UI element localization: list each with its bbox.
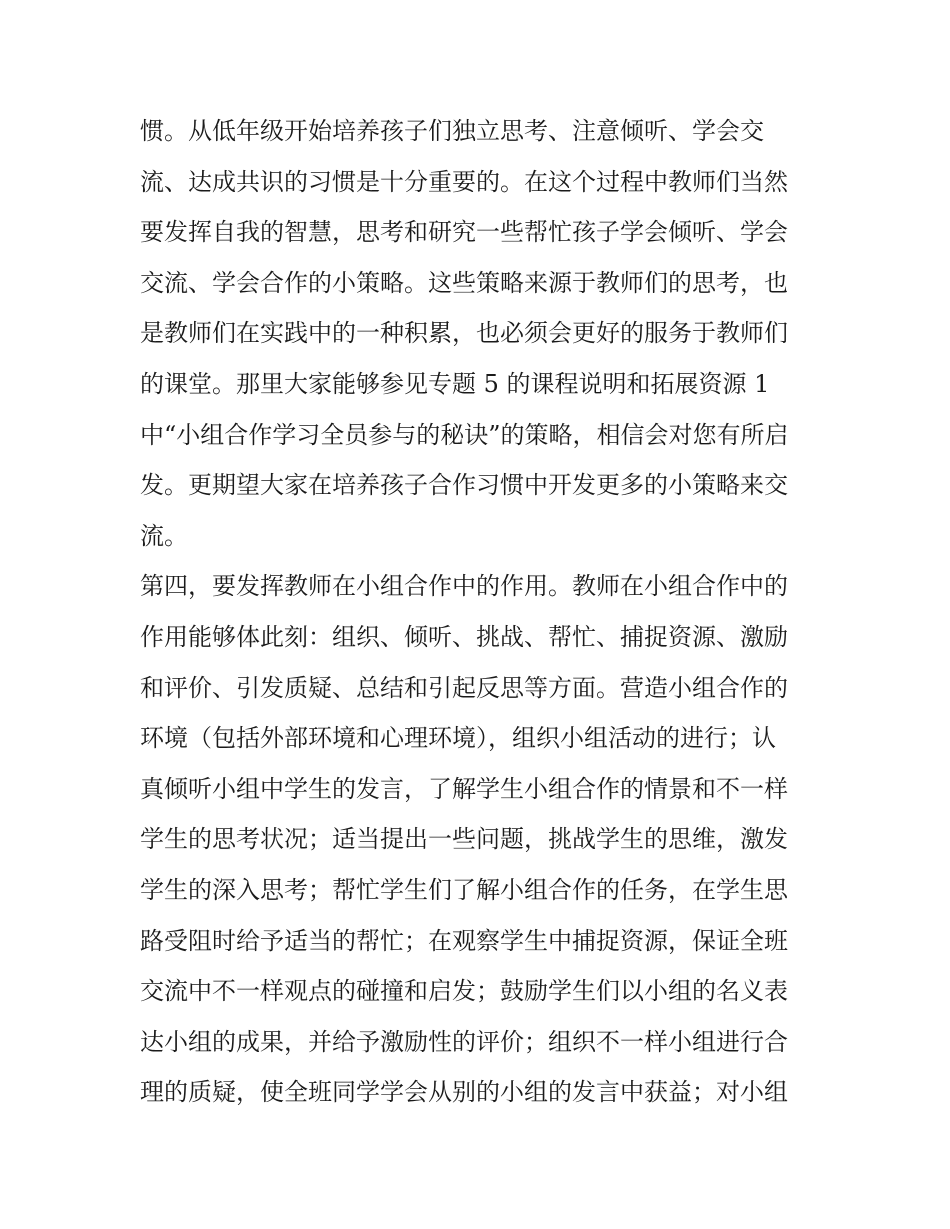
text-line: 环境（包括外部环境和心理环境），组织小组活动的进行；认 [140, 724, 776, 753]
text-line: 交流、学会合作的小策略。这些策略来源于教师们的思考，也 [140, 268, 788, 297]
text-line: 发。更期望大家在培养孩子合作习惯中开发更多的小策略来交 [140, 471, 788, 500]
text-line: 交流中不一样观点的碰撞和启发；鼓励学生们以小组的名义表 [140, 977, 788, 1006]
text-line: 学生的思考状况；适当提出一些问题，挑战学生的思维，激发 [140, 825, 788, 854]
text-line: 第四，要发挥教师在小组合作中的作用。教师在小组合作中的 [140, 572, 788, 601]
text-line: 要发挥自我的智慧，思考和研究一些帮忙孩子学会倾听、学会 [140, 218, 788, 247]
body-text [140, 106, 830, 1118]
text-line: 流。 [140, 521, 188, 550]
text-line: 达小组的成果，并给予激励性的评价；组织不一样小组进行合 [140, 1027, 788, 1056]
text-line: 作用能够体此刻：组织、倾听、挑战、帮忙、捕捉资源、激励 [140, 622, 788, 651]
text-line: 理的质疑，使全班同学学会从别的小组的发言中获益；对小组 [140, 1078, 788, 1107]
text-line: 和评价、引发质疑、总结和引起反思等方面。营造小组合作的 [140, 673, 788, 702]
text-line: 真倾听小组中学生的发言，了解学生小组合作的情景和不一样 [140, 774, 788, 803]
text-line: 的课堂。那里大家能够参见专题 5 的课程说明和拓展资源 1 [140, 369, 770, 398]
text-line: 是教师们在实践中的一种积累，也必须会更好的服务于教师们 [140, 319, 788, 348]
text-line: 中“小组合作学习全员参与的秘诀”的策略，相信会对您有所启 [140, 420, 789, 449]
text-line: 惯。从低年级开始培养孩子们独立思考、注意倾听、学会交 [140, 117, 764, 145]
text-line: 学生的深入思考；帮忙学生们了解小组合作的任务，在学生思 [140, 875, 788, 904]
text-line: 流、达成共识的习惯是十分重要的。在这个过程中教师们当然 [140, 167, 788, 196]
text-line: 路受阻时给予适当的帮忙；在观察学生中捕捉资源，保证全班 [140, 926, 788, 955]
